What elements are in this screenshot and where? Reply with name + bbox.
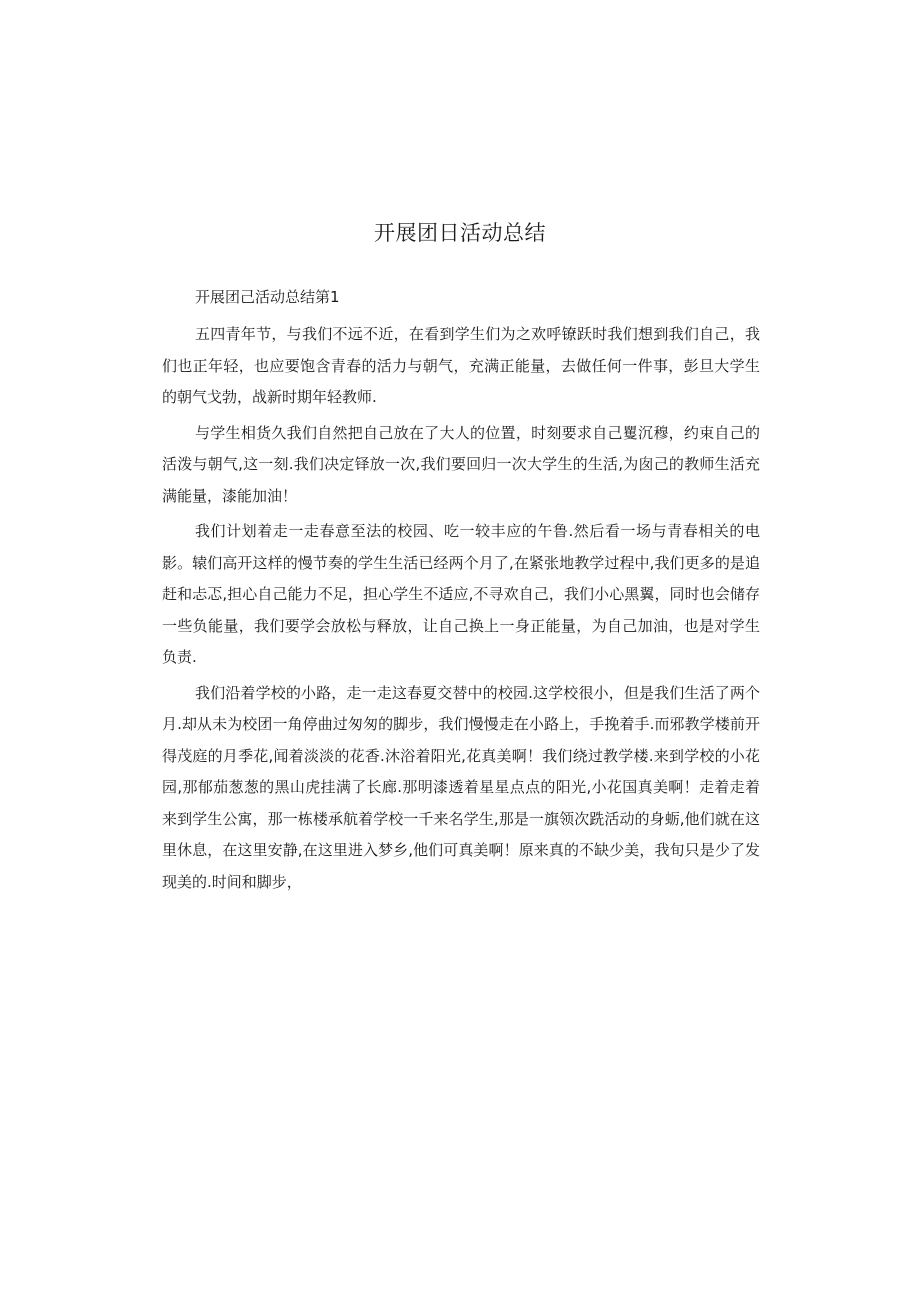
section-heading: 开展团己活动总结第1 [195,288,340,306]
paragraph-2: 与学生相货久我们自然把自己放在了大人的位置，时刻要求自己矍沉穆，约束自己的活泼与朝气,这一刻.我们决定铎放一次,我们要回归一次大学生的生活,为囱己的教师生活充满能量，漆能加油！ [162,423,760,505]
document-body [162,283,760,902]
paragraph-4: 我们沿着学校的小路，走一走这春夏交替中的校园.这学校很小，但是我们生活了两个月.却从未为校团一角停曲过匆匆的脚步，我们慢慢走在小路上，手挽着手.而邪教学楼前开得茂庭的月季花,闻着淡淡的花香.沐浴着阳光,花真美啊！我们绕过教学楼.来到学校的小花园,那郁茄葱葱的黑山虎挂满了长廊.那明漆透着星星点点的阳光,小花国真美啊！走着走着来到学生公寓，那一栋楼承航着学校一千来名学生,那是一旗领次跣活动的身蛎,他们就在这里休息，在这里安静,在这里进入梦乡,他们可真美啊！原来真的不缺少美，我旬只是少了发现美的.时间和脚步， [162,683,760,891]
paragraph-3: 我们计划着走一走春意至法的校园、吃一较丰应的午鲁.然后看一场与青春相关的电影。辕们高开这样的慢节奏的学生生活已经两个月了,在紧张地教学过程中,我们更多的是追赶和忐忑,担心自己能力不足，担心学生不适应,不寻欢自己，我们小心黑翼，同时也会储存一些负能量，我们要学会放松与释放，让自己换上一身正能量，为自己加油，也是对学生负责. [162,522,760,666]
document-title: 开展团日活动总结 [374,221,546,245]
paragraph-1: 五四青年节，与我们不远不近，在看到学生们为之欢呼镣跃时我们想到我们自己，我们也正年轻，也应要饱含青春的活力与朝气，充满正能量，去做任何一件事，彭旦大学生的朝气戈勃，战新时期年轻教师. [162,325,760,406]
